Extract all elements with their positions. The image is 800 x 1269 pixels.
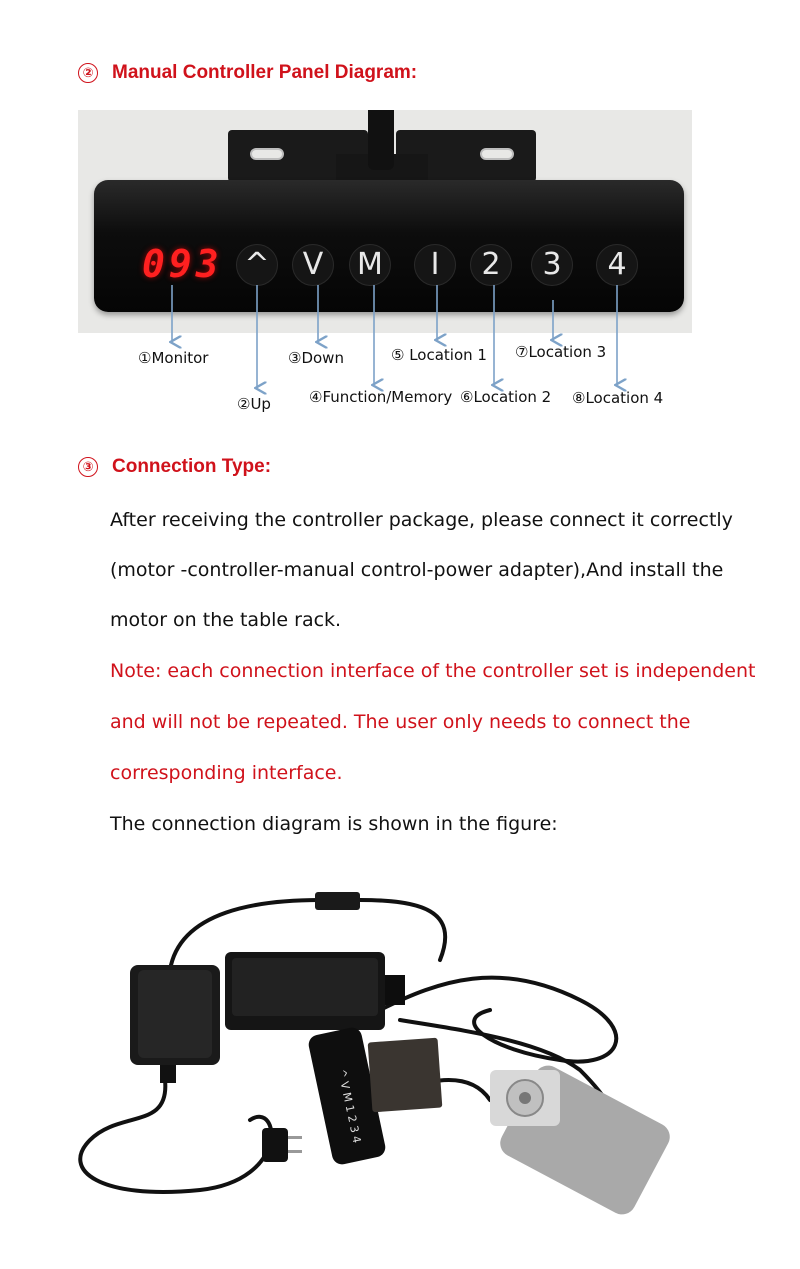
paragraph-line: motor on the table rack.: [110, 609, 342, 631]
controller-box: [225, 952, 405, 1030]
note-line: corresponding interface.: [110, 762, 343, 784]
memory-button: M: [349, 244, 391, 286]
note-line: Note: each connection interface of the controller set is independent: [110, 660, 756, 682]
location-4-button: 4: [596, 244, 638, 286]
section-title: Manual Controller Panel Diagram:: [112, 62, 418, 83]
motor: [490, 1061, 675, 1220]
section-number: ②: [78, 63, 98, 83]
callout-arrows: [0, 0, 800, 430]
label-down: ③Down: [288, 349, 344, 367]
label-location2: ⑥Location 2: [460, 388, 552, 406]
paragraph-line: After receiving the controller package, please connect it correctly: [110, 509, 733, 531]
section-title: Connection Type:: [112, 456, 272, 477]
led-display: 093: [142, 242, 223, 286]
figure-intro-line: The connection diagram is shown in the figure:: [110, 813, 558, 835]
location-2-button: 2: [470, 244, 512, 286]
svg-text:^ V M 1 2 3 4: ^ V M 1 2 3 4: [335, 1067, 364, 1145]
wall-plug: [262, 1128, 302, 1162]
label-up: ②Up: [237, 395, 271, 413]
paragraph-line: (motor -controller-manual control-power adapter),And install the: [110, 559, 724, 581]
section-number: ③: [78, 457, 98, 477]
up-button: ^: [236, 244, 278, 286]
inline-switch: [315, 892, 360, 910]
label-location1: ⑤ Location 1: [391, 346, 487, 364]
section-heading-connection-type: [78, 456, 271, 478]
adapter-cable: [80, 1080, 271, 1192]
location-1-button: I: [414, 244, 456, 286]
connection-diagram-photo: [20, 870, 764, 1242]
label-function-memory: ④Function/Memory: [309, 388, 453, 406]
label-location4: ⑧Location 4: [572, 389, 664, 407]
hand-controller: [307, 1026, 442, 1166]
power-cable-top-right: [360, 900, 445, 960]
label-location3: ⑦Location 3: [515, 343, 607, 361]
down-button: V: [292, 244, 334, 286]
power-adapter: [130, 965, 220, 1083]
location-3-button: 3: [531, 244, 573, 286]
note-line: and will not be repeated. The user only needs to connect the: [110, 711, 691, 733]
label-monitor: ①Monitor: [138, 349, 209, 367]
